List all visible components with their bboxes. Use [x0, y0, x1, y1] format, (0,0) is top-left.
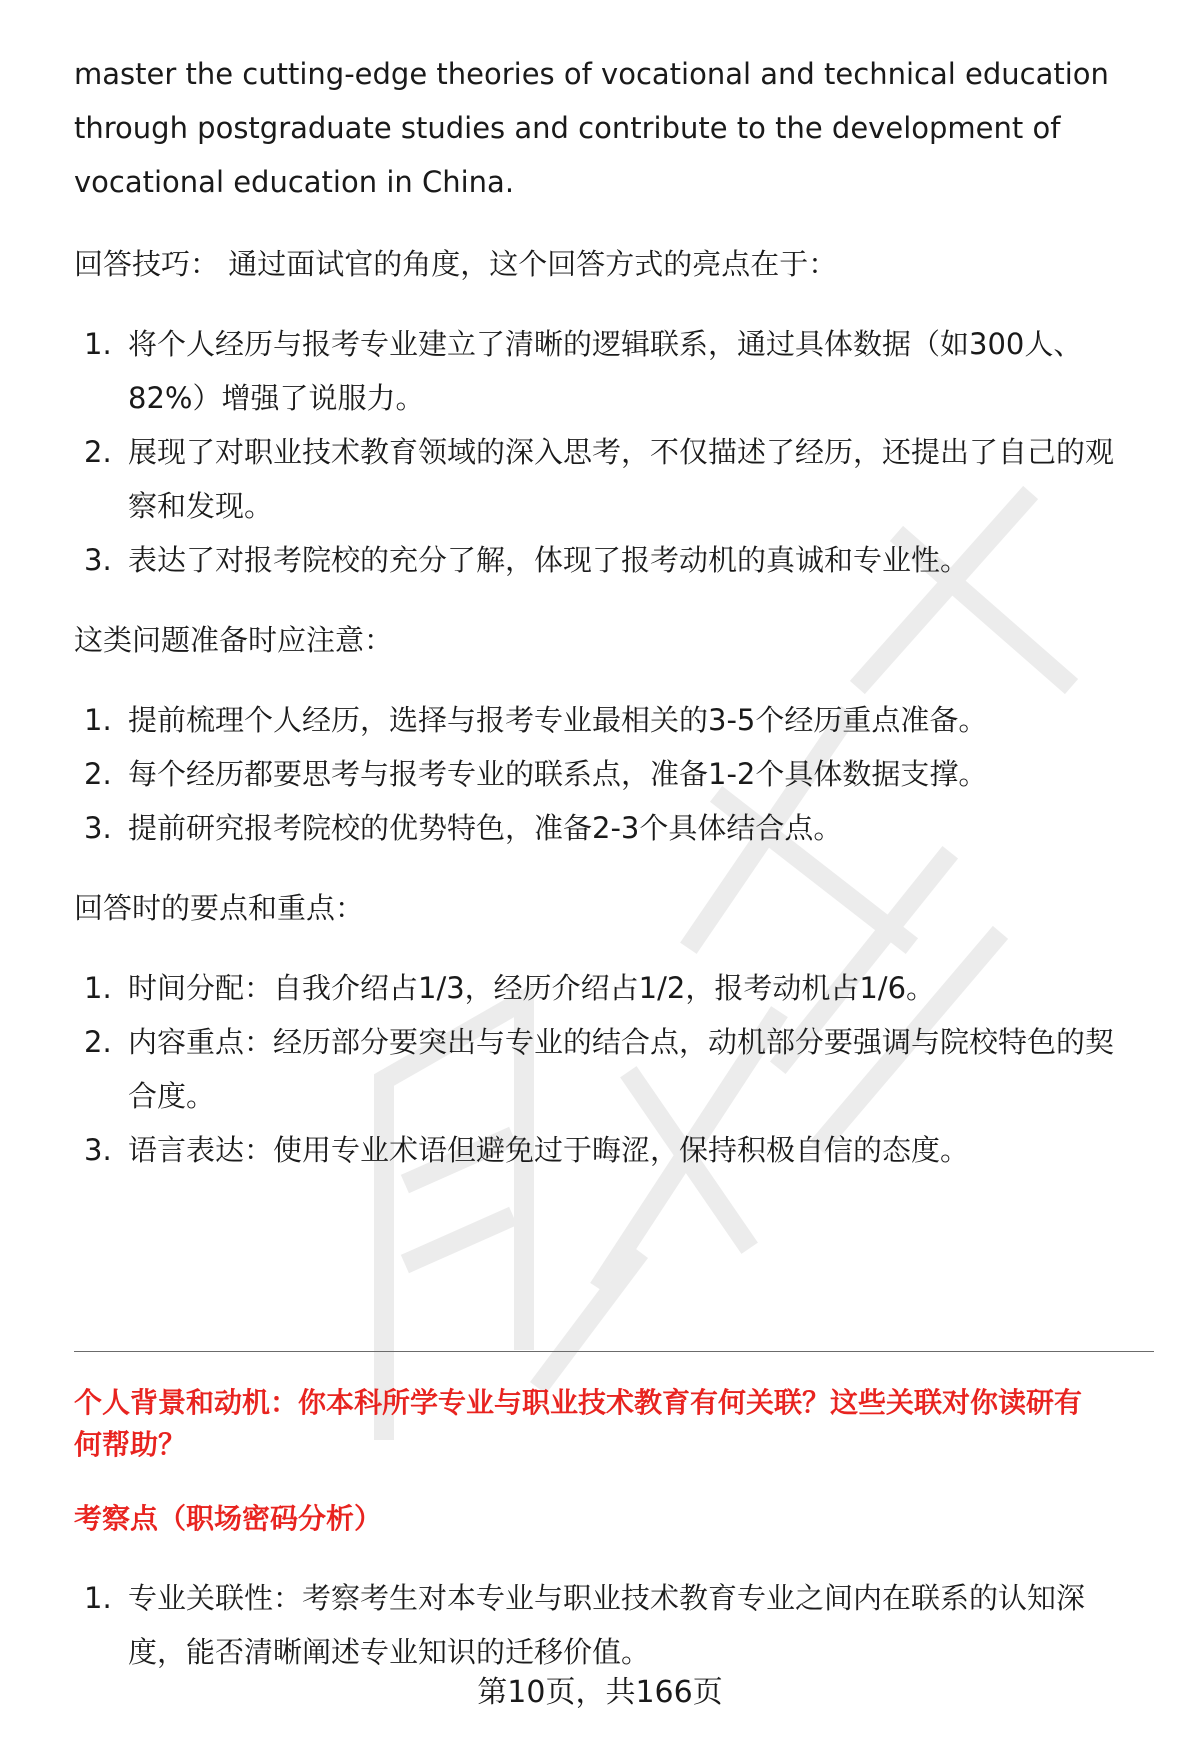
- list-text: 82%）增强了说服力。: [128, 381, 425, 415]
- list-text: 语言表达：使用专业术语但避免过于晦涩，保持积极自信的态度。: [128, 1133, 970, 1167]
- list-text: 度，能否清晰阐述专业知识的迁移价值。: [128, 1635, 651, 1669]
- list-number: 2.: [84, 757, 112, 791]
- list-text: 提前研究报考院校的优势特色，准备2-3个具体结合点。: [128, 811, 843, 845]
- section-divider: [74, 1351, 1154, 1352]
- list-text: 内容重点：经历部分要突出与专业的结合点，动机部分要强调与院校特色的契: [128, 1025, 1115, 1059]
- intro-line-2: through postgraduate studies and contribute to the development of: [74, 111, 1061, 145]
- list-number: 2.: [84, 435, 112, 469]
- list-text: 将个人经历与报考专业建立了清晰的逻辑联系，通过具体数据（如300人、: [128, 327, 1083, 361]
- list-text: 时间分配：自我介绍占1/3，经历介绍占1/2，报考动机占1/6。: [128, 971, 936, 1005]
- list-number: 3.: [84, 1133, 112, 1167]
- list-number: 3.: [84, 811, 112, 845]
- list-number: 1.: [84, 1581, 112, 1615]
- analysis-heading: 考察点（职场密码分析）: [74, 1502, 383, 1535]
- list-number: 2.: [84, 1025, 112, 1059]
- intro-line-3: vocational education in China.: [74, 165, 515, 199]
- list-number: 1.: [84, 971, 112, 1005]
- list-text: 合度。: [128, 1079, 216, 1113]
- list-text: 提前梳理个人经历，选择与报考专业最相关的3-5个经历重点准备。: [128, 703, 988, 737]
- tips-heading: 回答技巧： 通过面试官的角度，这个回答方式的亮点在于：: [74, 247, 838, 281]
- keypoints-heading: 回答时的要点和重点：: [74, 891, 365, 925]
- list-text: 专业关联性：考察考生对本专业与职业技术教育专业之间内在联系的认知深: [128, 1581, 1086, 1615]
- list-text: 表达了对报考院校的充分了解，体现了报考动机的真诚和专业性。: [128, 543, 970, 577]
- list-text: 察和发现。: [128, 489, 274, 523]
- list-number: 1.: [84, 703, 112, 737]
- question-title-line-2: 何帮助？: [74, 1428, 187, 1461]
- intro-line-1: master the cutting-edge theories of vocational and technical education: [74, 57, 1109, 91]
- list-number: 1.: [84, 327, 112, 361]
- list-text: 每个经历都要思考与报考专业的联系点，准备1-2个具体数据支撑。: [128, 757, 988, 791]
- question-title-line-1: 个人背景和动机：你本科所学专业与职业技术教育有何关联？这些关联对你读研有: [74, 1386, 1083, 1419]
- list-number: 3.: [84, 543, 112, 577]
- list-text: 展现了对职业技术教育领域的深入思考，不仅描述了经历，还提出了自己的观: [128, 435, 1115, 469]
- prep-heading: 这类问题准备时应注意：: [74, 623, 394, 657]
- document-page: [74, 0, 1154, 1755]
- page-number-footer: 第10页，共166页: [477, 1675, 723, 1710]
